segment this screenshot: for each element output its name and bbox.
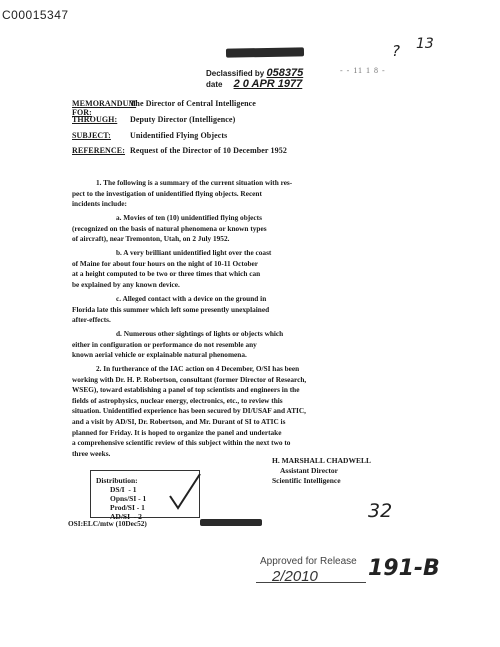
header-label: REFERENCE: — [72, 146, 126, 155]
document-id: C00015347 — [2, 8, 69, 22]
text-line: 2. In furtherance of the IAC action on 4 December, O/SI has been — [96, 364, 300, 373]
declass-date: 2 0 APR 1977 — [233, 78, 303, 90]
paragraph-1a — [72, 213, 428, 245]
text-line: fields of astrophysics, nuclear energy, electronics, etc., to review this — [72, 395, 283, 405]
handwritten-page-number: 32 — [368, 500, 393, 522]
declassification-stamp — [206, 68, 303, 90]
text-line: (recognized on the basis of natural phenomena or known types — [72, 223, 267, 233]
header-label: MEMORANDUM FOR: — [72, 99, 137, 117]
approved-date: 2/2010 — [272, 568, 318, 585]
text-line: after-effects. — [72, 315, 111, 325]
text-line: 1. The following is a summary of the current situation with res- — [96, 178, 293, 187]
distribution-line: AD/SI - 2 — [110, 512, 142, 521]
declass-date-label: date — [206, 80, 223, 89]
text-line: either in configuration or performance do not resemble any — [72, 339, 257, 349]
text-line: situation. Unidentified experience has been secured by DI/USAF and ATIC, — [72, 406, 306, 416]
paragraph-1b — [72, 248, 428, 290]
signer-office: Scientific Intelligence — [272, 476, 341, 485]
faint-stamp-mark: - - 11 1 8 - — [340, 66, 386, 75]
text-line: WSEG), toward establishing a panel of top scientists and engineers in the — [72, 385, 300, 395]
handwritten-folio-number: 191-B — [368, 556, 440, 581]
distribution-list — [96, 476, 146, 521]
paragraph-1c — [72, 294, 428, 326]
approved-for-release-stamp: Approved for Release — [260, 556, 357, 567]
header-value: Unidentified Flying Objects — [130, 131, 228, 140]
header-value: Request of the Director of 10 December 1952 — [130, 146, 287, 155]
distribution-line: DS/I - 1 — [110, 485, 137, 494]
distribution-line: Opns/SI - 1 — [110, 494, 147, 503]
header-through — [72, 115, 236, 124]
routing-line: OSI:ELC/mtw (10Dec52) — [68, 519, 147, 528]
redaction-bar-bottom — [200, 519, 262, 526]
signer-name: H. MARSHALL CHADWELL — [272, 456, 371, 465]
handwritten-question-mark: ? — [392, 42, 400, 60]
text-line: a comprehensive scientific review of this subject within the next two to — [72, 438, 291, 448]
header-reference — [72, 146, 287, 155]
distribution-line: Prod/SI - 1 — [110, 503, 145, 512]
header-value: The Director of Central Intelligence — [130, 99, 256, 108]
text-line: working with Dr. H. P. Robertson, consultant (former Director of Research, — [72, 374, 307, 384]
text-line: of aircraft), near Tremonton, Utah, on 2 July 1952. — [72, 234, 230, 244]
text-line: pect to the investigation of unidentified flying objects. Recent — [72, 188, 262, 198]
declass-label: Declassified by — [206, 69, 265, 78]
text-line: c. Alleged contact with a device on the ground in — [116, 294, 267, 303]
text-line: planned for Friday. It is hoped to organize the panel and undertake — [72, 427, 282, 437]
approved-underline — [256, 582, 366, 583]
header-subject — [72, 131, 228, 140]
text-line: known aerial vehicle or explainable natural phenomena. — [72, 350, 247, 360]
text-line: and a visit by AD/SI, Dr. Robertson, and Mr. Durant of SI to ATIC is — [72, 416, 286, 426]
text-line: b. A very brilliant unidentified light over the coast — [116, 248, 272, 257]
paragraph-1d — [72, 329, 428, 361]
text-line: at a height computed to be two or three times that which can — [72, 269, 261, 279]
header-value: Deputy Director (Intelligence) — [130, 115, 236, 124]
handwritten-page-mark: 13 — [416, 36, 434, 52]
redaction-bar-top — [226, 47, 304, 57]
text-line: of Maine for about four hours on the night of 10-11 October — [72, 258, 259, 268]
distribution-title: Distribution: — [96, 476, 138, 485]
signer-title: Assistant Director — [280, 466, 338, 475]
header-label: SUBJECT: — [72, 131, 111, 140]
paragraph-1 — [72, 178, 428, 210]
text-line: d. Numerous other sightings of lights or objects which — [116, 329, 284, 338]
text-line: Florida late this summer which left some presently unexplained — [72, 304, 270, 314]
paragraph-2 — [72, 364, 428, 459]
text-line: be explained by any known device. — [72, 279, 180, 289]
text-line: incidents include: — [72, 199, 127, 209]
text-line: three weeks. — [72, 448, 111, 458]
text-line: a. Movies of ten (10) unidentified flying objects — [116, 213, 262, 222]
signature-block — [272, 456, 371, 486]
declass-by: 058375 — [266, 67, 304, 79]
handwritten-check-icon — [156, 470, 206, 514]
header-label: THROUGH: — [72, 115, 118, 124]
